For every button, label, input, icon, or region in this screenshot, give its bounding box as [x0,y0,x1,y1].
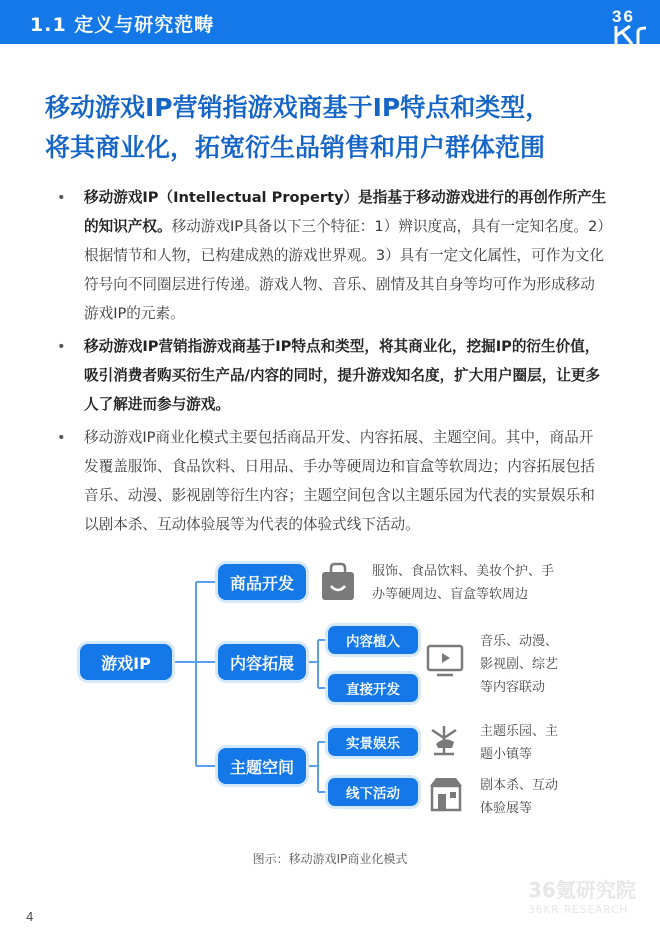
watermark-line-2: 36KR RESEARCH [528,904,629,916]
desc-line: 体验展等 [480,801,533,816]
header-bar [0,0,660,44]
tv-play-icon [428,646,462,675]
bullet-item-2 [52,332,607,419]
desc-line: 办等硬周边、盲盒等软周边 [372,587,529,602]
bullet-1-bold: 移动游戏IP（Intellectual Property）是指基于移动游戏进行的再创作所产生的知识产权。 [84,189,607,235]
desc-offline-activities [480,774,620,820]
bullet-list [52,183,607,543]
watermark-line-1: 36氪研究院 [528,878,636,902]
bullet-3-text: 移动游戏IP商业化模式主要包括商品开发、内容拓展、主题空间。其中，商品开发覆盖服饰、食品饮料、日用品、手办等硬周边和盲盒等软周边；内容拓展包括音乐、动漫、影视剧等衍生内容；主题空间包含以主题乐园为代表的实景娱乐和以剧本杀、互动体验展等为代表的体验式线下活动。 [84,429,595,533]
bullet-2-bold: 移动游戏IP营销指游戏商基于IP特点和类型，将其商业化，挖掘IP的衍生价值，吸引消费者购买衍生产品/内容的同时，提升游戏知名度，扩大用户圈层，让更多人了解进而参与游戏。 [84,338,601,413]
desc-line: 服饰、食品饮料、美妆个护、手 [372,564,555,579]
page-headline [45,88,625,168]
bullet-dot-icon: • [57,429,66,446]
watermark-logo [528,880,636,920]
headline-line-2: 将其商业化，拓宽衍生品销售和用户群体范围 [45,133,546,162]
sub-content-placement: 内容植入 [328,626,418,654]
desc-line: 等内容联动 [480,680,546,695]
carousel-horse-icon [432,726,456,754]
36kr-logo [570,0,660,44]
ip-commercialization-diagram [0,548,660,848]
svg-text:36: 36 [612,7,635,26]
branch-theme-space: 主题空间 [218,748,306,784]
bullet-dot-icon: • [57,189,66,206]
bullet-item-3 [52,423,607,539]
sub-live-entertainment: 实景娱乐 [328,728,418,756]
bullet-item-1 [52,183,607,328]
root-node: 游戏IP [80,644,172,680]
desc-live-entertainment [480,720,620,766]
sub-direct-dev: 直接开发 [328,674,418,702]
desc-product-dev [372,560,612,606]
desc-line: 题小镇等 [480,747,533,762]
storefront-icon [430,778,462,810]
branch-product-dev: 商品开发 [218,564,306,600]
sub-offline-activities: 线下活动 [328,778,418,806]
section-title: 1.1 定义与研究范畴 [30,14,215,36]
desc-line: 剧本杀、互动 [480,778,559,793]
desc-content-expansion [480,630,620,699]
desc-line: 音乐、动漫、 [480,634,559,649]
bullet-dot-icon: • [57,338,66,355]
desc-line: 影视剧、综艺 [480,657,559,672]
desc-line: 主题乐园、主 [480,724,559,739]
headline-line-1: 移动游戏IP营销指游戏商基于IP特点和类型， [45,93,551,122]
page-number: 4 [26,910,34,924]
figure-caption: 图示：移动游戏IP商业化模式 [252,852,408,866]
bullet-1-text: 移动游戏IP具备以下三个特征：1）辨识度高，具有一定知名度。2）根据情节和人物，已构建成熟的游戏世界观。3）具有一定文化属性，可作为文化符号向不同圈层进行传递。游戏人物、音乐、剧情及其自身等均可作为形成移动游戏IP的元素。 [84,218,605,322]
branch-content-expansion: 内容拓展 [218,644,306,680]
shopping-bag-icon [322,564,354,600]
